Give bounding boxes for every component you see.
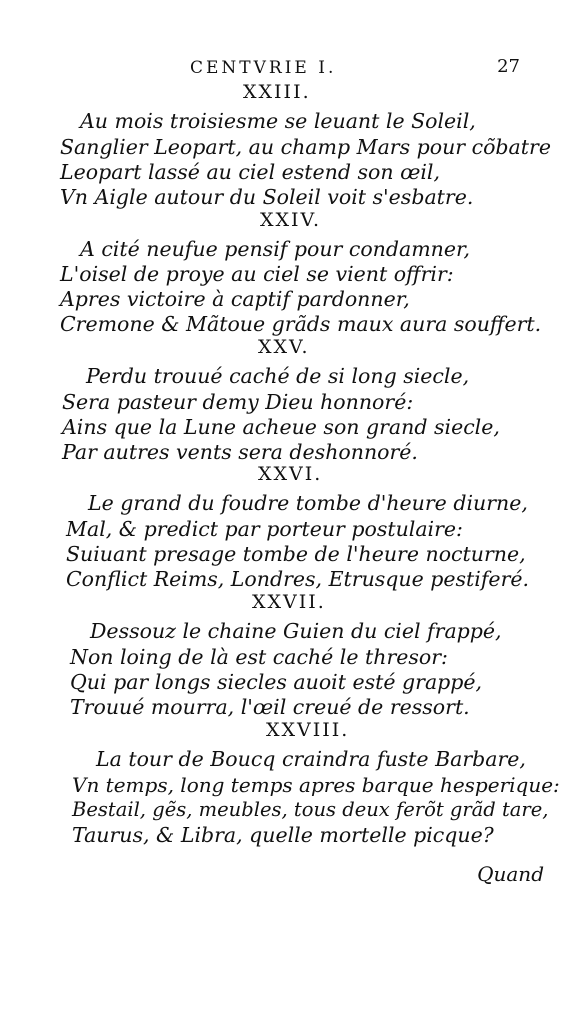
quatrain-number: XXV. (258, 336, 310, 358)
verse-line: L'oisel de proye au ciel se vient offrir: (60, 262, 454, 286)
verse-line: Qui par longs siecles auoit esté grappé, (70, 670, 483, 694)
page-header (180, 56, 520, 84)
verse-line: Le grand du foudre tombe d'heure diurne, (88, 491, 528, 515)
verse-line: Trouué mourra, l'œil creué de ressort. (70, 695, 470, 719)
verse-line: Vn temps, long temps apres barque hesperique: (72, 773, 560, 797)
verse-line: Suiuant presage tombe de l'heure nocturne, (66, 542, 526, 566)
quatrain-number: XXIII. (243, 81, 311, 103)
verse-line: Vn Aigle autour du Soleil voit s'esbatre. (60, 185, 474, 209)
verse-line: Au mois troisiesme se leuant le Soleil, (80, 109, 476, 133)
verse-line: Taurus, & Libra, quelle mortelle picque? (72, 823, 494, 847)
verse-line: Leopart lassé au ciel estend son œil, (60, 160, 440, 184)
verse-line: Non loing de là est caché le thresor: (70, 645, 448, 669)
verse-line: A cité neufue pensif pour condamner, (80, 237, 471, 261)
verse-line: Ains que la Lune acheue son grand siecle, (62, 415, 500, 439)
verse-line: Sanglier Leopart, au champ Mars pour cõbatre (60, 135, 551, 159)
verse-line: Cremone & Mãtoue grãds maux aura souffert. (60, 312, 542, 336)
quatrain-number: XXVIII. (266, 719, 350, 741)
verse-line: Bestail, gẽs, meubles, tous deux ferõt grãd tare, (72, 798, 549, 821)
verse-line: Mal, & predict par porteur postulaire: (66, 517, 463, 541)
verse-line: Par autres vents sera deshonnoré. (62, 440, 418, 464)
verse-line: Sera pasteur demy Dieu honnoré: (62, 390, 414, 414)
quatrain-number: XXIV. (260, 209, 321, 231)
verse-line: Dessouz le chaine Guien du ciel frappé, (90, 619, 502, 643)
verse-line: Conflict Reims, Londres, Etrusque pestiferé. (66, 567, 530, 591)
verse-line: Perdu trouué caché de si long siecle, (86, 364, 470, 388)
catchword: Quand (477, 862, 544, 886)
page-number: 27 (497, 56, 520, 77)
running-title: CENTVRIE I. (190, 58, 337, 78)
verse-line: La tour de Boucq craindra fuste Barbare, (96, 747, 526, 771)
quatrain-number: XXVI. (258, 463, 323, 485)
verse-line: Apres victoire à captif pardonner, (60, 287, 410, 311)
quatrain-number: XXVII. (252, 591, 326, 613)
